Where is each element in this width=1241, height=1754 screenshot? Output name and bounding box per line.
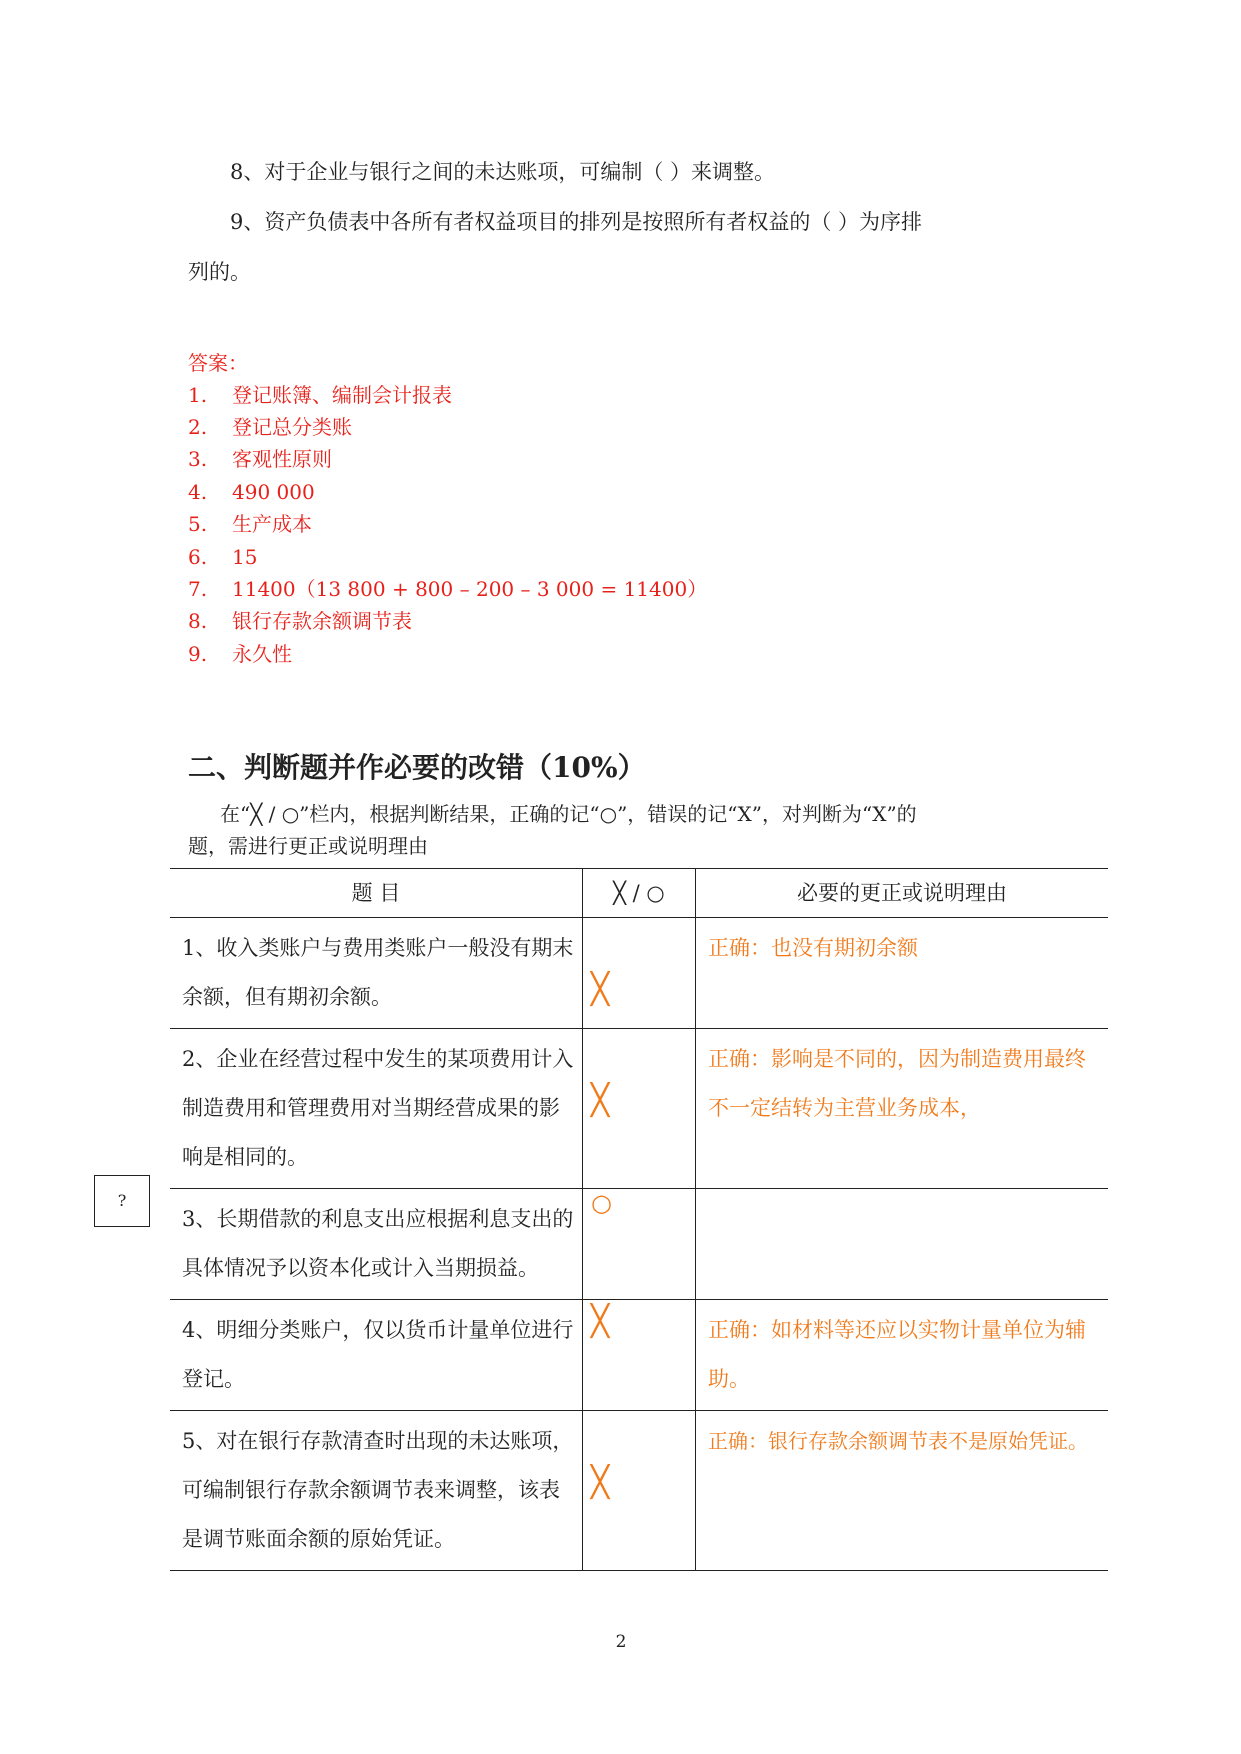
answer-item: 8. 银行存款余额调节表: [188, 609, 412, 633]
page-number: 2: [615, 1632, 627, 1652]
answer-item: 6. 15: [188, 545, 258, 569]
reason-cell: 正确：如材料等还应以实物计量单位为辅助。: [708, 1318, 1086, 1391]
table-row: [170, 1029, 1108, 1189]
answer-item: 4. 490 000: [188, 480, 315, 504]
reason-cell: [696, 1189, 1108, 1201]
question-9-continued: 列的。: [188, 260, 251, 284]
column-header-mark: ╳ / ○: [583, 869, 696, 918]
answer-item: 9. 永久性: [188, 642, 292, 666]
column-header-reason: 必要的更正或说明理由: [696, 869, 1109, 918]
table-row: [170, 1411, 1108, 1571]
question-9: 9、资产负债表中各所有者权益项目的排列是按照所有者权益的（ ）为序排: [230, 210, 923, 234]
table-header-row: [170, 869, 1108, 918]
question-cell: 2、企业在经营过程中发生的某项费用计入制造费用和管理费用对当期经营成果的影响是相同的。: [182, 1047, 574, 1169]
judgement-table: [170, 868, 1108, 1571]
table-row: [170, 1189, 1108, 1300]
reason-cell: 正确：影响是不同的，因为制造费用最终不一定结转为主营业务成本，: [708, 1047, 1086, 1120]
answer-item: 5. 生产成本: [188, 512, 312, 536]
section-heading: 二、判断题并作必要的改错（10%）: [188, 751, 646, 784]
cross-mark-icon: ╳: [591, 1465, 610, 1500]
table-row: [170, 918, 1108, 1029]
table-row: [170, 1300, 1108, 1411]
cross-mark-icon: ╳: [591, 1304, 610, 1339]
column-header-question: 题 目: [170, 869, 583, 918]
reason-cell: 正确：也没有期初余额: [708, 936, 918, 960]
question-cell: 5、对在银行存款清查时出现的未达账项，可编制银行存款余额调节表来调整，该表是调节账面余额的原始凭证。: [182, 1429, 574, 1551]
section-intro-continued: 题，需进行更正或说明理由: [188, 834, 428, 858]
answers-label: 答案：: [188, 351, 248, 375]
answer-item: 3. 客观性原则: [188, 447, 332, 471]
answer-item: 7. 11400（13 800 + 800 – 200 – 3 000 = 11400）: [188, 577, 708, 601]
answer-item: 1. 登记账簿、编制会计报表: [188, 383, 452, 407]
circle-mark-icon: ○: [591, 1189, 612, 1217]
question-8: 8、对于企业与银行之间的未达账项，可编制（ ）来调整。: [230, 160, 776, 184]
question-cell: 4、明细分类账户，仅以货币计量单位进行登记。: [182, 1318, 574, 1391]
cross-mark-icon: ╳: [591, 1083, 610, 1118]
answer-item: 2. 登记总分类账: [188, 415, 352, 439]
question-mark-box: ?: [94, 1175, 150, 1227]
reason-cell: 正确：银行存款余额调节表不是原始凭证。: [708, 1429, 1088, 1453]
cross-mark-icon: ╳: [591, 972, 610, 1007]
question-cell: 1、收入类账户与费用类账户一般没有期末余额，但有期初余额。: [182, 936, 574, 1009]
section-intro: 在“╳ / ○”栏内，根据判断结果，正确的记“○”，错误的记“Χ”，对判断为“Χ”的: [220, 802, 917, 826]
question-cell: 3、长期借款的利息支出应根据利息支出的具体情况予以资本化或计入当期损益。: [182, 1207, 574, 1280]
